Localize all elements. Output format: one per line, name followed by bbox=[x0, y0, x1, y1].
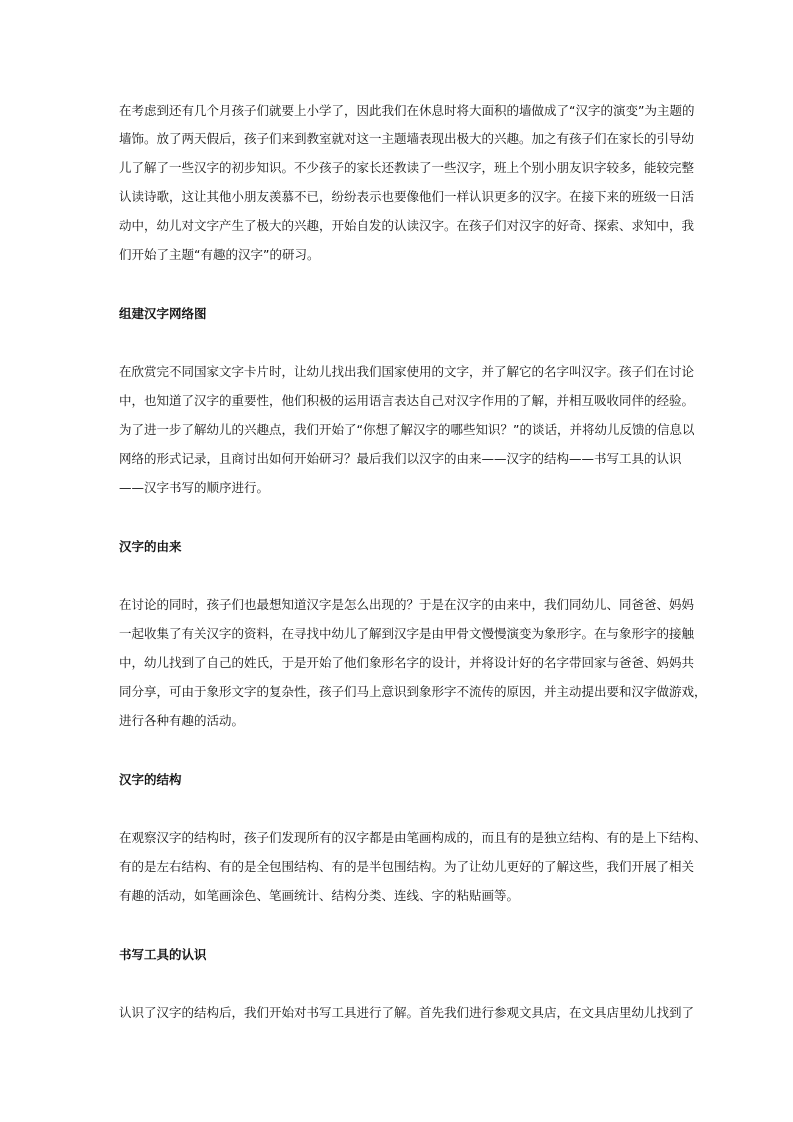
text-line: 动中，幼儿对文字产生了极大的兴趣，开始自发的认读汉字。在孩子们对汉字的好奇、探索、求知中，我 bbox=[119, 218, 695, 233]
text-line: 一起收集了有关汉字的资料，在寻找中幼儿了解到汉字是由甲骨文慢慢演变为象形字。在与象形字的接触 bbox=[119, 626, 695, 641]
text-line: 为了进一步了解幼儿的兴趣点，我们开始了“你想了解汉字的哪些知识？”的谈话，并将幼儿反馈的信息以 bbox=[119, 422, 695, 437]
text-line: 认识了汉字的结构后，我们开始对书写工具进行了解。首先我们进行参观文具店，在文具店里幼儿找到了 bbox=[119, 1005, 695, 1020]
section-heading: 汉字的由来 bbox=[119, 539, 182, 554]
text-line: 墙饰。放了两天假后，孩子们来到教室就对这一主题墙表现出极大的兴趣。加之有孩子们在家长的引导幼 bbox=[119, 131, 695, 146]
text-line: 在观察汉字的结构时，孩子们发现所有的汉字都是由笔画构成的，而且有的是独立结构、有的是上下结构、 bbox=[119, 830, 707, 845]
text-line: ——汉字书写的顺序进行。 bbox=[119, 480, 270, 495]
text-line: 网络的形式记录，且商讨出如何开始研习？最后我们以汉字的由来——汉字的结构——书写工具的认识 bbox=[119, 451, 682, 466]
text-line: 进行各种有趣的活动。 bbox=[119, 713, 245, 728]
text-line: 有的是左右结构、有的是全包围结构、有的是半包围结构。为了让幼儿更好的了解这些，我们开展了相关 bbox=[119, 859, 695, 874]
text-line: 同分享，可由于象形文字的复杂性，孩子们马上意识到象形字不流传的原因，并主动提出要和汉字做游戏， bbox=[119, 684, 707, 699]
text-line: 认读诗歌，这让其他小朋友羡慕不已，纷纷表示也要像他们一样认识更多的汉字。在接下来的班级一日活 bbox=[119, 189, 695, 204]
text-line: 在欣赏完不同国家文字卡片时，让幼儿找出我们国家使用的文字，并了解它的名字叫汉字。孩子们在讨论 bbox=[119, 364, 695, 379]
text-line: 有趣的活动，如笔画涂色、笔画统计、结构分类、连线、字的粘贴画等。 bbox=[119, 888, 520, 903]
text-line: 们开始了主题“有趣的汉字”的研习。 bbox=[119, 247, 320, 262]
text-line: 中，也知道了汉字的重要性，他们积极的运用语言表达自己对汉字作用的了解，并相互吸收同伴的经验。 bbox=[119, 393, 695, 408]
section-heading: 书写工具的认识 bbox=[119, 947, 207, 962]
text-line: 在考虑到还有几个月孩子们就要上小学了，因此我们在休息时将大面积的墙做成了“汉字的演变”为主题的 bbox=[119, 103, 695, 118]
section-heading: 组建汉字网络图 bbox=[119, 306, 207, 321]
section-heading: 汉字的结构 bbox=[119, 772, 182, 787]
text-line: 在讨论的同时，孩子们也最想知道汉字是怎么出现的？于是在汉字的由来中，我们同幼儿、同爸爸、妈妈 bbox=[119, 597, 695, 612]
text-line: 中，幼儿找到了自己的姓氏，于是开始了他们象形名字的设计，并将设计好的名字带回家与爸爸、妈妈共 bbox=[119, 655, 695, 670]
text-line: 儿了解了一些汉字的初步知识。不少孩子的家长还教读了一些汉字，班上个别小朋友识字较多，能较完整 bbox=[119, 160, 695, 175]
